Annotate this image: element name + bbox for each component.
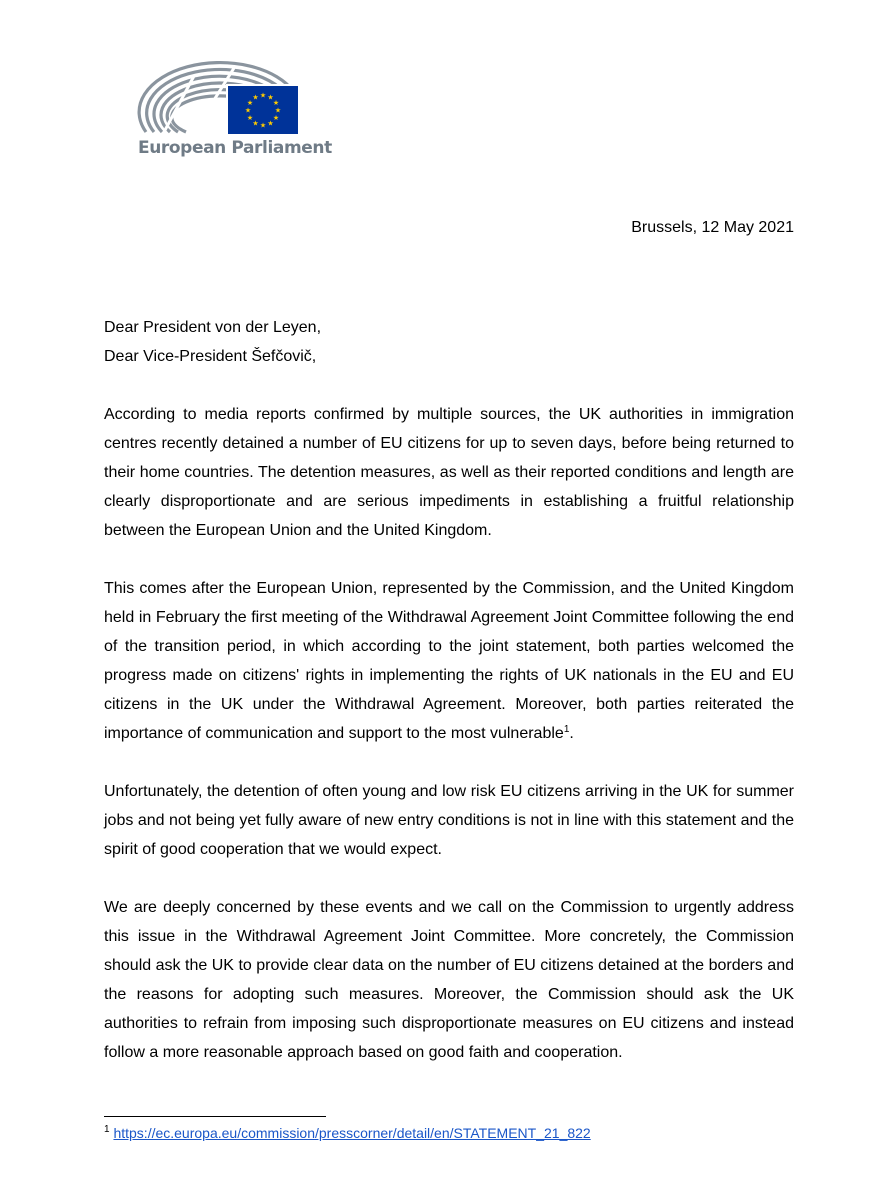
eu-star-icon: ★ <box>274 106 282 115</box>
paragraph-3: Unfortunately, the detention of often young and low risk EU citizens arriving in the UK for summer jobs and not being yet fully aware of new entry conditions is not in line with this statement and the spirit of good cooperation that we would expect. <box>104 783 794 858</box>
footnote-link[interactable]: https://ec.europa.eu/commission/presscorner/detail/en/STATEMENT_21_822 <box>113 1125 591 1141</box>
eu-star-icon: ★ <box>259 91 267 100</box>
paragraph-2-end: . <box>569 725 574 742</box>
paragraph-2 <box>104 574 794 748</box>
eu-star-icon: ★ <box>252 119 259 128</box>
paragraph-1: According to media reports confirmed by multiple sources, the UK authorities in immigration centres recently detained a number of EU citizens for up to seven days, before being returned to their home countries. The detention measures, as well as their reported conditions and length are clearly disproportionate and are serious impediments in establishing a fruitful relationship between the European Union and the United Kingdom. <box>104 406 794 539</box>
eu-star-icon: ★ <box>272 114 280 122</box>
eu-star-icon: ★ <box>267 119 274 128</box>
footnote-number: 1 <box>104 1124 110 1135</box>
footnote-separator <box>104 1116 326 1117</box>
eu-star-icon: ★ <box>246 114 254 122</box>
footnote-reference[interactable]: 1 <box>563 724 570 735</box>
salutation-line: Dear President von der Leyen, <box>104 319 322 336</box>
eu-star-icon: ★ <box>272 99 280 107</box>
eu-star-icon: ★ <box>267 93 274 102</box>
eu-star-icon: ★ <box>259 121 267 130</box>
organization-name: European Parliament <box>138 138 332 158</box>
paragraph-2-text: This comes after the European Union, represented by the Commission, and the United Kingdom held in February the first meeting of the Withdrawal Agreement Joint Committee following the end of the transition period, in which according to the joint statement, both parties welcomed the progress made on citizens' rights in implementing the rights of UK nationals in the EU and EU citizens in the UK under the Withdrawal Agreement. Moreover, both parties reiterated the importance of communication and support to the most vulnerable <box>104 580 794 742</box>
letter-body <box>104 313 794 1067</box>
footnote <box>104 1125 591 1141</box>
eu-star-icon: ★ <box>246 99 254 107</box>
eu-star-icon: ★ <box>244 106 252 115</box>
salutation-line: Dear Vice-President Šefčovič, <box>104 348 317 365</box>
eu-star-icon: ★ <box>252 93 259 102</box>
salutation <box>104 313 794 371</box>
letter-date: Brussels, 12 May 2021 <box>631 219 794 236</box>
paragraph-4: We are deeply concerned by these events and we call on the Commission to urgently address this issue in the Withdrawal Agreement Joint Committee. More concretely, the Commission should ask the UK to provide clear data on the number of EU citizens detained at the borders and the reasons for adopting such measures. Moreover, the Commission should ask the UK authorities to refrain from imposing such disproportionate measures on EU citizens and instead follow a more reasonable approach based on good faith and cooperation. <box>104 899 794 1061</box>
